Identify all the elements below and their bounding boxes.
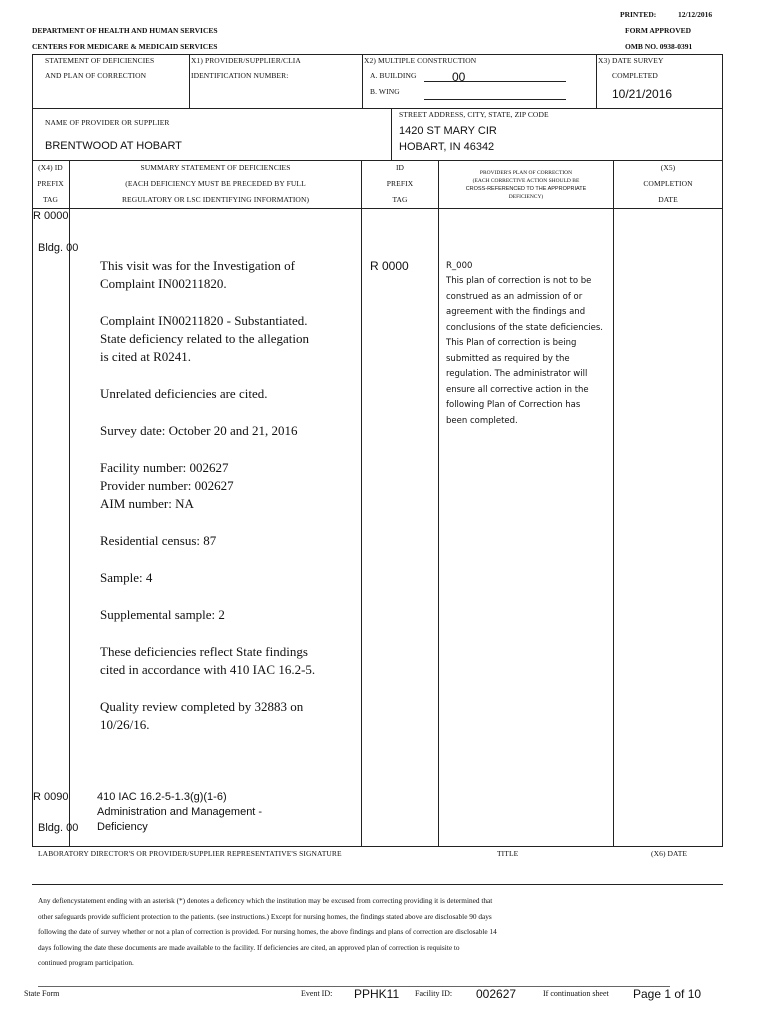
row2-tag: R 0090 — [33, 791, 69, 803]
col-plan-4: DEFICIENCY) — [508, 194, 544, 200]
plan-line: regulation. The administrator will — [446, 369, 588, 379]
plan-line: This plan of correction is not to be — [446, 276, 592, 286]
rule — [32, 208, 723, 209]
facility-id: 002627 — [476, 987, 517, 1001]
plan-line: This Plan of correction is being — [446, 338, 577, 348]
row1-bldg: Bldg. 00 — [38, 242, 79, 254]
col-x4-2: PREFIX — [37, 179, 64, 188]
col-summary-2: (EACH DEFICIENCY MUST BE PRECEDED BY FULL — [125, 179, 306, 188]
department-title: DEPARTMENT OF HEALTH AND HUMAN SERVICES — [32, 26, 218, 35]
rule — [32, 160, 723, 161]
rule — [32, 54, 33, 846]
event-id-label: Event ID: — [301, 989, 333, 998]
disclaimer-line: days following the date these documents are made available to the facility. If deficiencies are cited, an approved plan of correction is requisite to — [38, 942, 460, 952]
plan-line: been completed. — [446, 415, 518, 426]
row2-bldg: Bldg. 00 — [38, 822, 79, 834]
x1-label-2: IDENTIFICATION NUMBER: — [191, 71, 289, 80]
disclaimer-line: other safeguards provide sufficient protection to the patients. (see instructions.) Except for nursing homes, the findings stated above are disclosable 90 days — [38, 911, 492, 921]
x3-label-2: COMPLETED — [612, 71, 658, 80]
row1-tag: R 0000 — [33, 210, 69, 222]
rule — [391, 108, 392, 160]
col-x4-3: TAG — [42, 195, 59, 204]
event-id: PPHK11 — [354, 987, 400, 1001]
rule — [722, 54, 723, 846]
city-state-zip: HOBART, IN 46342 — [399, 141, 495, 153]
summary-paragraph: Unrelated deficiencies are cited. — [100, 386, 268, 401]
street-address: 1420 ST MARY CIR — [399, 125, 497, 137]
x3-label-1: X3) DATE SURVEY — [598, 56, 664, 65]
row1-id-tag: R 0000 — [370, 259, 409, 273]
rule — [32, 846, 723, 847]
rule — [438, 160, 439, 846]
row1-poc-title: R_000 — [446, 261, 473, 271]
plan-line: following Plan of Correction has — [446, 400, 581, 410]
summary-paragraph: Residential census: 87 — [100, 533, 217, 548]
summary-paragraph: This visit was for the Investigation of Complaint IN00211820. — [100, 258, 295, 291]
page-number: Page 1 of 10 — [633, 987, 702, 1001]
col-summary-3: REGULATORY OR LSC IDENTIFYING INFORMATION) — [121, 195, 310, 204]
building-value: 00 — [452, 70, 466, 84]
rule — [32, 54, 723, 55]
rule — [362, 54, 363, 108]
wing-label: B. WING — [370, 87, 400, 96]
statement-label-1: STATEMENT OF DEFICIENCIES — [45, 56, 155, 65]
col-x5-2: COMPLETION — [643, 179, 693, 188]
printed-date: 12/12/2016 — [678, 10, 713, 19]
building-label: A. BUILDING — [370, 71, 417, 80]
rule — [189, 54, 190, 108]
plan-line: conclusions of the state deficiencies. — [446, 322, 603, 333]
col-plan-2: (EACH CORRECTIVE ACTION SHOULD BE — [472, 178, 580, 184]
rule — [613, 160, 614, 846]
summary-paragraph: Supplemental sample: 2 — [100, 607, 225, 622]
row2-reg-line-3: Deficiency — [97, 821, 148, 833]
rule — [596, 54, 597, 108]
signature-rule — [32, 884, 723, 885]
row1-summary — [100, 257, 358, 734]
x1-label-1: X1) PROVIDER/SUPPLIER/CLIA — [191, 56, 301, 65]
x2-label: X2) MULTIPLE CONSTRUCTION — [364, 56, 477, 65]
disclaimer — [38, 893, 718, 971]
col-x5-1: (X5) — [660, 163, 676, 172]
summary-paragraph: These deficiencies reflect State findings cited in accordance with 410 IAC 16.2-5. — [100, 644, 316, 677]
rule — [361, 160, 362, 846]
continuation-label: If continuation sheet — [543, 989, 609, 998]
row2-reg-line-2: Administration and Management - — [97, 806, 263, 818]
provider-name-label: NAME OF PROVIDER OR SUPPLIER — [45, 118, 170, 127]
summary-paragraph: Quality review completed by 32883 on 10/26/16. — [100, 699, 304, 732]
col-plan-3: CROSS-REFERENCED TO THE APPROPRIATE — [465, 186, 587, 192]
state-form-label: State Form — [24, 989, 60, 998]
summary-paragraph: Survey date: October 20 and 21, 2016 — [100, 423, 298, 438]
facility-id-label: Facility ID: — [415, 989, 453, 998]
date-completed: 10/21/2016 — [612, 87, 673, 101]
plan-line: agreement with the findings and — [446, 307, 586, 317]
form-approved: FORM APPROVED — [625, 26, 692, 35]
building-underline — [424, 81, 566, 82]
rule — [32, 108, 723, 109]
plan-line: submitted as required by the — [446, 353, 570, 364]
col-x4-1: (X4) ID — [38, 163, 63, 172]
disclaimer-line: continued program participation. — [38, 958, 134, 967]
row1-plan-of-correction — [446, 274, 611, 429]
plan-line: construed as an admission of or — [446, 291, 583, 302]
wing-underline — [424, 99, 566, 100]
rule — [69, 160, 70, 846]
printed-label: PRINTED: — [620, 10, 657, 19]
centers-title: CENTERS FOR MEDICARE & MEDICAID SERVICES — [32, 42, 218, 51]
statement-label-2: AND PLAN OF CORRECTION — [45, 71, 147, 80]
title-label: TITLE — [497, 849, 519, 858]
summary-paragraph: Facility number: 002627 Provider number: 002627 AIM number: NA — [100, 460, 234, 511]
col-summary-1: SUMMARY STATEMENT OF DEFICIENCIES — [140, 163, 291, 172]
row2-reg-line-1: 410 IAC 16.2-5-1.3(g)(1-6) — [97, 791, 227, 803]
col-id-1: ID — [395, 163, 405, 172]
summary-paragraph: Complaint IN00211820 - Substantiated. State deficiency related to the allegation is cited at R0241. — [100, 313, 309, 364]
omb-number: OMB NO. 0938-0391 — [625, 42, 693, 51]
x6-date-label: (X6) DATE — [651, 849, 688, 858]
signature-label: LABORATORY DIRECTOR'S OR PROVIDER/SUPPLIER REPRESENTATIVE'S SIGNATURE — [38, 849, 342, 858]
col-id-2: PREFIX — [386, 179, 414, 188]
disclaimer-line: Any defiencystatement ending with an asterisk (*) denotes a deficency which the institution may be excused from correcting providing it is determined that — [38, 896, 493, 905]
address-label: STREET ADDRESS, CITY, STATE, ZIP CODE — [399, 110, 549, 119]
col-x5-3: DATE — [658, 195, 678, 204]
summary-paragraph: Sample: 4 — [100, 570, 153, 585]
col-id-3: TAG — [392, 195, 408, 204]
disclaimer-line: following the date of survey whether or not a plan of correction is provided. For nursing homes, the above findings and plans of correction are disclosable 14 — [38, 927, 497, 936]
plan-line: ensure all corrective action in the — [446, 384, 589, 395]
provider-name: BRENTWOOD AT HOBART — [45, 140, 182, 152]
col-plan-1: PROVIDER'S PLAN OF CORRECTION — [479, 170, 573, 176]
